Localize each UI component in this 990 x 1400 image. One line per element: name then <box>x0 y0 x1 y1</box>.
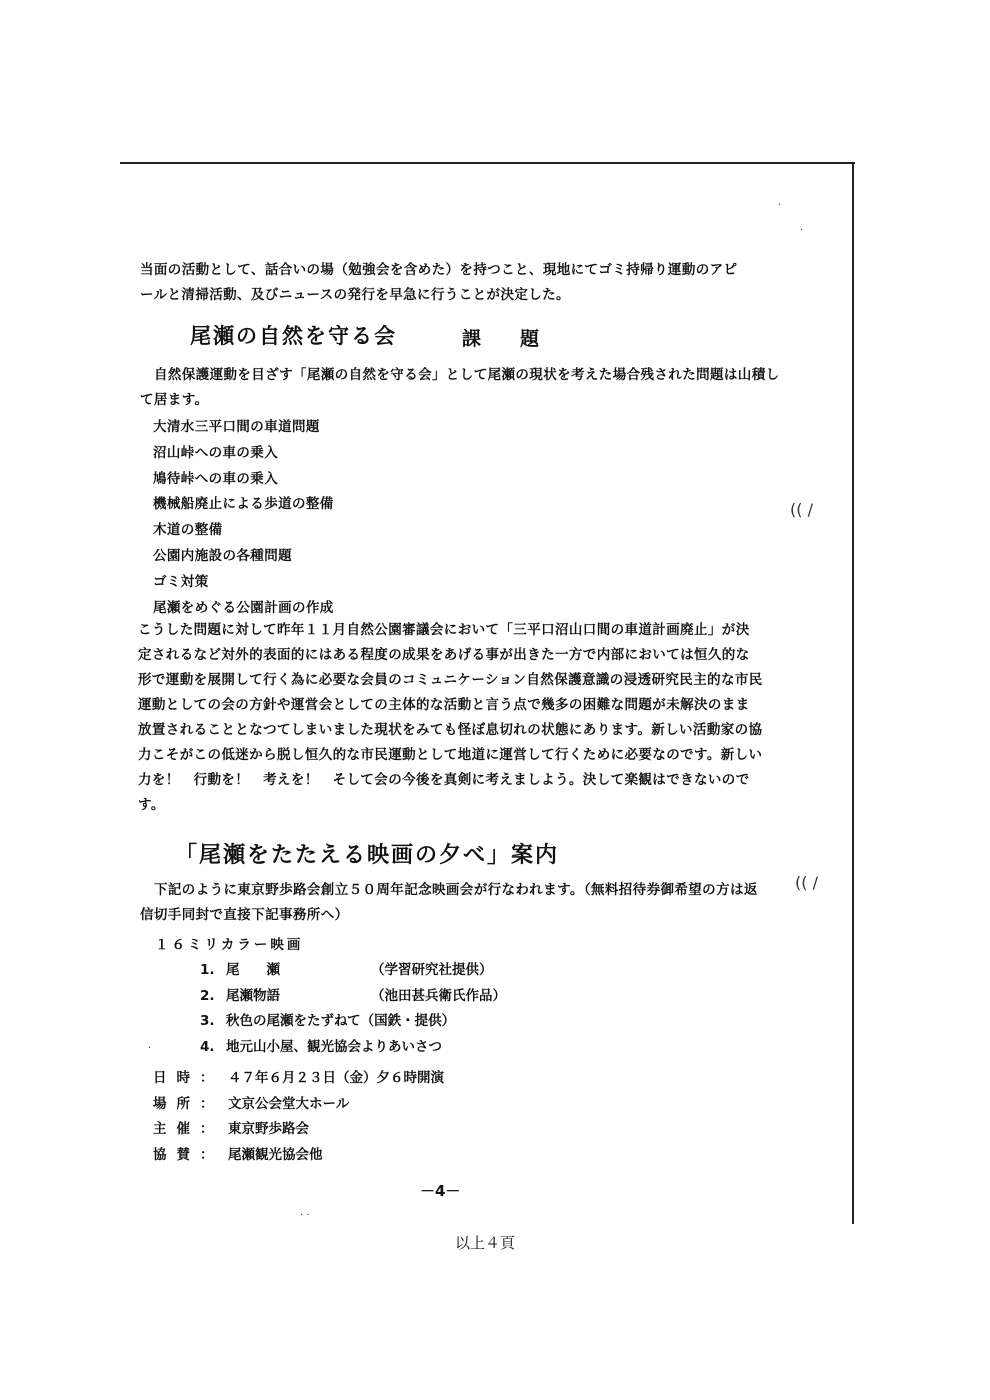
scan-speck: · <box>800 225 804 236</box>
scan-speck: · · <box>300 1210 310 1221</box>
film-number: 2. <box>200 987 215 1004</box>
footer-note: 以上４頁 <box>455 1234 516 1252</box>
film-title: 秋色の尾瀬をたずねて（国鉄・提供） <box>226 1013 456 1029</box>
scan-speck: (( / <box>790 500 813 519</box>
info-row-date <box>153 1066 444 1092</box>
info-value: 尾瀬観光協会他 <box>228 1146 323 1163</box>
list-item <box>200 1035 506 1061</box>
list-item: 大清水三平口間の車道問題 <box>153 419 320 435</box>
section1-subtitle: 課 題 <box>462 328 550 350</box>
info-row-sponsor <box>153 1143 444 1169</box>
info-row-venue <box>153 1092 444 1118</box>
film-list <box>200 958 506 1060</box>
film-number: 1. <box>200 962 215 978</box>
info-row-organizer <box>153 1117 444 1143</box>
intro-line-2: ールと清掃活動、及びニュースの発行を早急に行うことが決定した。 <box>140 287 570 303</box>
scan-speck: · <box>148 1043 152 1054</box>
list-item: ゴミ対策 <box>153 573 209 590</box>
list-item <box>200 984 506 1010</box>
film-note: （池田甚兵衛氏作品） <box>371 987 506 1004</box>
section1-title: 尾瀬の自然を守る会 <box>190 324 397 348</box>
list-item: 木道の整備 <box>153 522 223 539</box>
top-rule <box>120 162 855 164</box>
info-label: 協賛： <box>153 1146 224 1163</box>
film-number: 3. <box>200 1013 215 1029</box>
scan-speck: · <box>778 200 782 211</box>
film-title: 地元山小屋、観光協会よりあいさつ <box>226 1038 442 1055</box>
list-item: 尾瀬をめぐる公園計画の作成 <box>153 599 334 616</box>
section2-title: 「尾瀬をたたえる映画の夕べ」案内 <box>175 843 560 868</box>
list-item: 機械船廃止による歩道の整備 <box>153 496 334 513</box>
issue-list <box>153 415 334 621</box>
info-value: 文京公会堂大ホール <box>228 1095 350 1112</box>
list-item: 沼山峠への車の乗入 <box>153 444 279 461</box>
film-heading: １６ミリカラー映画 <box>155 937 304 953</box>
list-item: 鳩待峠への車の乗入 <box>153 470 279 487</box>
list-item <box>200 1009 506 1035</box>
info-label: 場所： <box>153 1095 224 1112</box>
list-item: 公園内施設の各種問題 <box>153 547 292 564</box>
film-note: （学習研究社提供） <box>371 962 493 978</box>
scan-speck: (( / <box>795 873 818 892</box>
film-number: 4. <box>200 1038 215 1055</box>
info-value: ４７年６月２３日（金）夕６時開演 <box>228 1070 444 1086</box>
film-title: 尾 瀬 <box>226 962 280 978</box>
section2-lead: 下記のように東京野歩路会創立５０周年記念映画会が行なわれます。（無料招待券御希望の方は返信切手同封で直接下記事務所へ） <box>140 882 758 923</box>
right-rule <box>852 162 854 1224</box>
page-number: －4－ <box>420 1182 461 1200</box>
section1-body: こうした問題に対して昨年１１月自然公園審議会において「三平口沼山口間の車道計画廃止」が決定されるなど対外的表面的にはある程度の成果をあげる事が出きた一方で内部においては恒久的な形で運動を展開して行く為に必要な会員のコミュニケーション自然保護意識の浸透研究民主的な市民運動としての会の方針や運営会としての主体的な活動と言う点で幾多の困難な問題が未解決のまま放置されることとなつてしまいました現状をみても怪ぼ息切れの状態にあります。新しい活動家の協力こそがこの低迷から脱し恒久的な市民運動として地道に運営して行くために必要なのです。新しい力を！ 行動を！ 考えを！ そして会の今後を真剣に考えましよう。決して楽観はできないのです。 <box>138 622 763 813</box>
intro-line-1: 当面の活動として、話合いの場（勉強会を含めた）を持つこと、現地にてゴミ持帰り運動のアピ <box>140 262 738 278</box>
list-item <box>200 958 506 984</box>
section1-lead: 自然保護運動を目ざす「尾瀬の自然を守る会」として尾瀬の現状を考えた場合残された問題は山積して居ます。 <box>140 367 780 408</box>
event-info <box>153 1066 444 1168</box>
info-label: 主催： <box>153 1121 224 1137</box>
film-title: 尾瀬物語 <box>226 987 280 1004</box>
info-value: 東京野歩路会 <box>228 1121 309 1137</box>
info-label: 日時： <box>153 1070 224 1086</box>
intro-paragraph <box>140 258 780 308</box>
